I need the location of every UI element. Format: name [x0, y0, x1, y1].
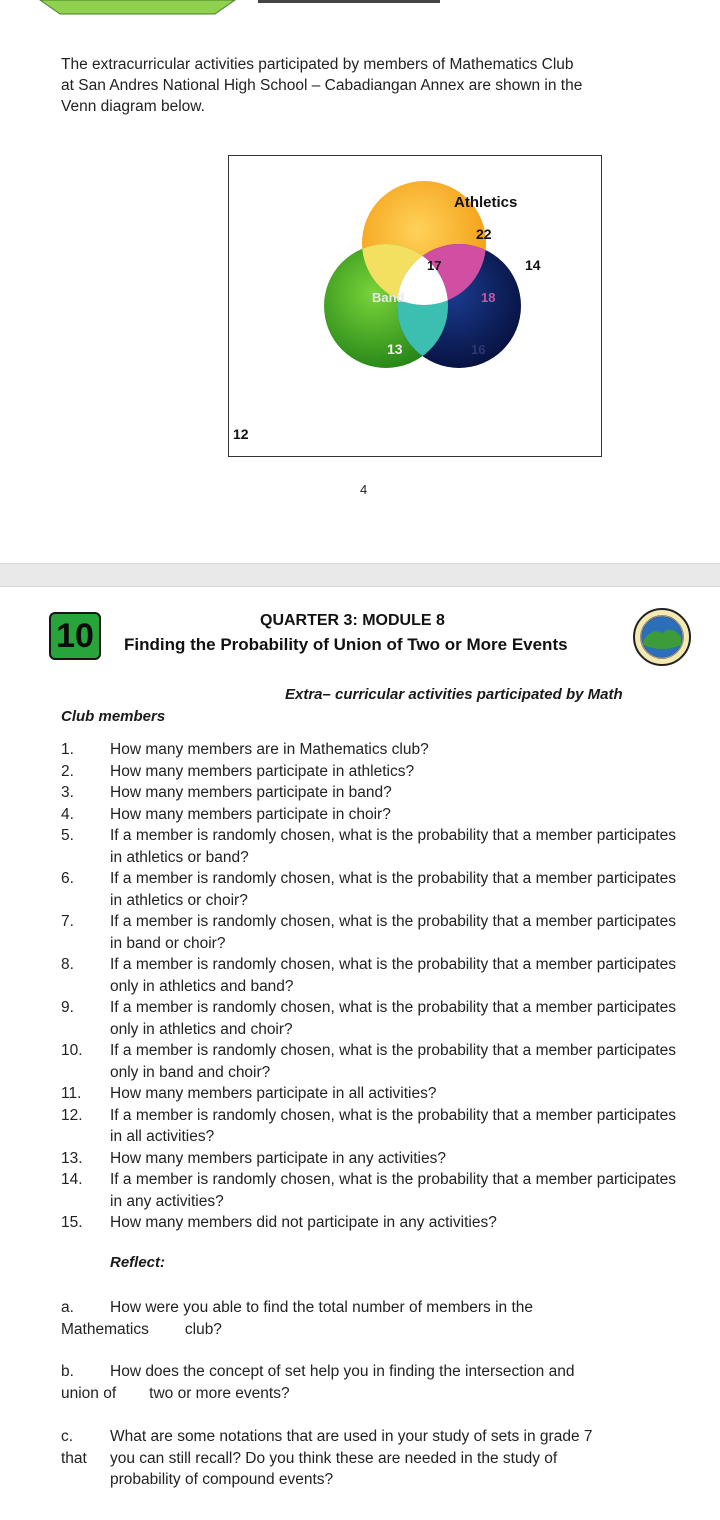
- item-number: 3.: [61, 784, 74, 801]
- grade-badge: 10: [49, 612, 101, 660]
- item-text: How many members participate in choir?: [110, 805, 391, 823]
- item-text: How many members participate in band?: [110, 784, 392, 801]
- choir-only-value: 16: [471, 342, 486, 357]
- item-text: If a member is randomly chosen, what is the probability that a member participates in athletics or choir?: [110, 870, 677, 909]
- list-item: [61, 825, 681, 868]
- item-number: 13.: [61, 1149, 83, 1167]
- reflect-text: union of: [61, 1384, 117, 1402]
- reflect-letter: a.: [61, 1299, 74, 1316]
- reflect-item-a: [61, 1297, 681, 1340]
- item-number: 9.: [61, 999, 74, 1016]
- item-text: If a member is randomly chosen, what is the probability that a member participates in band or choir?: [110, 913, 677, 952]
- reflect-letter: c.: [61, 1428, 74, 1445]
- list-item: [61, 997, 681, 1040]
- item-number: 2.: [61, 762, 74, 780]
- intro-line: at San Andres National High School – Cabadiangan Annex are shown in the: [61, 77, 583, 94]
- list-item: [61, 911, 681, 954]
- athletics-only-value: 22: [476, 226, 492, 242]
- reflect-text: two or more events?: [149, 1384, 290, 1402]
- item-text: If a member is randomly chosen, what is the probability that a member participates only in athletics and choir?: [110, 999, 677, 1038]
- item-number: 7.: [61, 913, 74, 930]
- reflect-text: Mathematics: [61, 1320, 149, 1338]
- item-text: If a member is randomly chosen, what is the probability that a member participates only in band and choir?: [110, 1042, 677, 1081]
- reflect-text: How does the concept of set help you in finding the intersection and: [110, 1363, 575, 1380]
- item-text: How many members participate in all activities?: [110, 1085, 437, 1102]
- item-number: 14.: [61, 1171, 83, 1188]
- item-text: If a member is randomly chosen, what is the probability that a member participates only in athletics and band?: [110, 956, 677, 995]
- item-number: 5.: [61, 827, 74, 844]
- list-item: [61, 1169, 681, 1212]
- item-number: 10.: [61, 1042, 83, 1059]
- list-item: [61, 782, 681, 804]
- reflect-heading: Reflect:: [110, 1254, 166, 1271]
- athletics-label: Athletics: [454, 194, 518, 211]
- item-text: If a member is randomly chosen, what is the probability that a member participates in athletics or band?: [110, 827, 677, 866]
- list-item: [61, 804, 681, 826]
- athletics-choir-value: 18: [481, 290, 496, 305]
- reflect-text: How were you able to find the total number of members in the: [110, 1299, 534, 1316]
- page-number: 4: [360, 482, 368, 497]
- list-item: [61, 1148, 681, 1170]
- reflect-text: club?: [184, 1320, 222, 1338]
- reflect-text: probability of compound events?: [110, 1471, 334, 1488]
- list-item: [61, 1040, 681, 1083]
- page-separator: [0, 563, 720, 587]
- diagram-caption-continued: Club members: [61, 708, 166, 725]
- outside-right-value: 14: [525, 257, 541, 273]
- list-item: [61, 739, 681, 761]
- none-value: 12: [233, 426, 249, 442]
- intro-line: The extracurricular activities participated by members of Mathematics Club: [61, 56, 574, 73]
- item-text: How many members participate in any activities?: [110, 1149, 446, 1167]
- venn-diagram: [228, 155, 602, 457]
- item-text: How many members participate in athletics?: [110, 762, 415, 780]
- item-number: 12.: [61, 1106, 83, 1124]
- item-text: How many members did not participate in any activities?: [110, 1214, 497, 1231]
- item-number: 1.: [61, 741, 74, 758]
- quarter-module-title: QUARTER 3: MODULE 8: [260, 612, 445, 629]
- list-item: [61, 1083, 681, 1105]
- band-label: Band: [372, 290, 405, 305]
- item-number: 15.: [61, 1214, 83, 1231]
- list-item: [61, 868, 681, 911]
- top-banner-fragment: [0, 0, 720, 16]
- intro-line: Venn diagram below.: [61, 98, 205, 115]
- item-text: If a member is randomly chosen, what is the probability that a member participates in all activities?: [110, 1106, 677, 1145]
- diagram-caption: Extra– curricular activities participated by Math: [285, 686, 623, 703]
- item-text: How many members are in Mathematics club?: [110, 741, 429, 758]
- reflect-letter: b.: [61, 1363, 74, 1380]
- school-seal-icon: [632, 607, 692, 667]
- reflect-text: that: [61, 1449, 87, 1467]
- list-item: [61, 1212, 681, 1234]
- intro-paragraph: [61, 54, 681, 117]
- reflect-text: What are some notations that are used in your study of sets in grade 7: [110, 1428, 593, 1445]
- band-only-value: 13: [387, 341, 403, 357]
- list-item: [61, 1105, 681, 1148]
- reflect-text: you can still recall? Do you think these are needed in the study of: [110, 1449, 558, 1467]
- reflect-item-c: [61, 1426, 681, 1491]
- item-number: 4.: [61, 805, 74, 823]
- item-text: If a member is randomly chosen, what is the probability that a member participates in any activities?: [110, 1171, 677, 1210]
- item-number: 11.: [61, 1085, 82, 1102]
- athletics-band-value: 17: [427, 258, 442, 273]
- list-item: [61, 954, 681, 997]
- item-number: 6.: [61, 870, 74, 887]
- list-item: [61, 761, 681, 783]
- module-subtitle: Finding the Probability of Union of Two or More Events: [124, 635, 568, 654]
- item-number: 8.: [61, 956, 74, 973]
- question-list: [61, 739, 681, 1234]
- reflect-item-b: [61, 1361, 681, 1404]
